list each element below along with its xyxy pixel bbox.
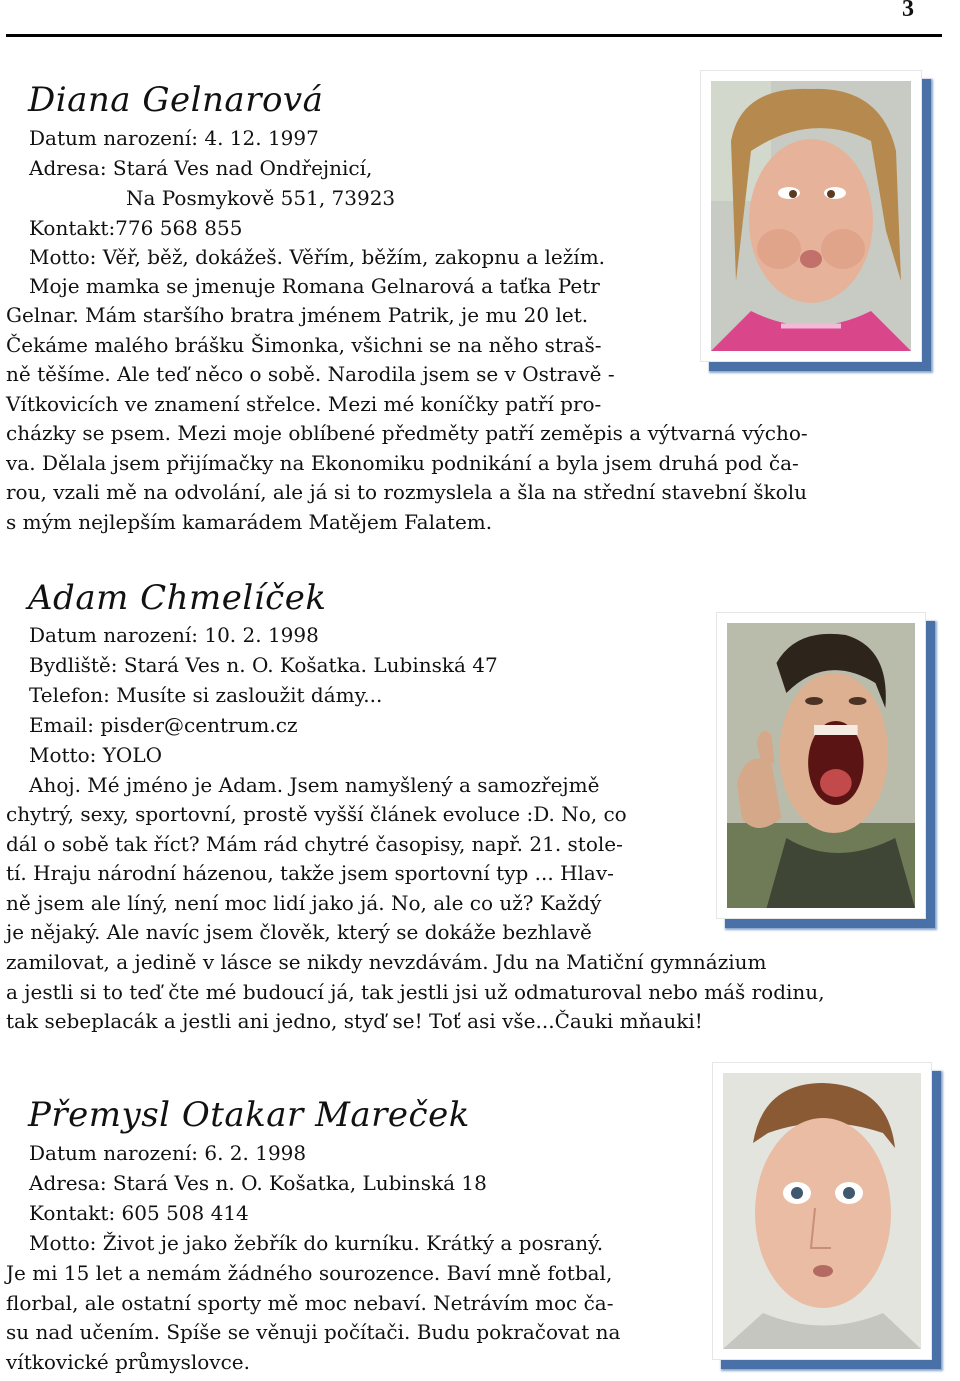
profile-name: Přemysl Otakar Mareček	[28, 1095, 470, 1135]
info-line: Datum narození: 10. 2. 1998	[29, 623, 319, 647]
portrait-image	[711, 81, 911, 351]
bio-paragraph-wide	[6, 948, 941, 1037]
bio-line: tí. Hraju národní házenou, takže jsem sportovní typ ... Hlav-	[6, 861, 614, 886]
bio-line: rou, vzali mě na odvolání, ale já si to rozmyslela a šla na střední stavební školu	[6, 480, 807, 505]
bio-line: cházky se psem. Mezi moje oblíbené předměty patří zeměpis a výtvarná výcho-	[6, 421, 808, 445]
bio-line: Gelnar. Mám staršího bratra jménem Patrik, je mu 20 let.	[6, 303, 589, 327]
bio-line: ně těšíme. Ale teď něco o sobě. Narodila jsem se v Ostravě -	[6, 362, 615, 387]
bio-line: Čekáme malého brášku Šimonka, všichni se na něho straš-	[6, 332, 602, 357]
info-line: Moje mamka se jmenuje Romana Gelnarová a taťka Petr	[29, 274, 600, 298]
info-line: Adresa: Stará Ves nad Ondřejnicí,	[29, 156, 373, 180]
bio-paragraph	[6, 1259, 716, 1377]
profile-photo-frame	[712, 1062, 932, 1360]
bio-line: zamilovat, a jedině v lásce se nikdy nevzdávám. Jdu na Matiční gymnázium	[6, 950, 767, 974]
bio-paragraph	[6, 301, 706, 419]
portrait-image	[727, 623, 915, 908]
info-line: Na Posmykově 551, 73923	[126, 186, 396, 210]
info-line: Motto: YOLO	[29, 743, 163, 767]
info-line: Bydliště: Stará Ves n. O. Košatka. Lubinská 47	[29, 653, 498, 677]
info-line: Kontakt: 605 508 414	[29, 1201, 249, 1225]
bio-line: je nějaký. Ale navíc jsem člověk, který se dokáže bezhlavě	[6, 920, 592, 945]
bio-line: su nad učením. Spíše se věnuji počítači. Budu pokračovat na	[6, 1320, 621, 1345]
profile-photo	[711, 81, 911, 351]
bio-line: dál o sobě tak říct? Mám rád chytré časopisy, např. 21. stole-	[6, 831, 623, 856]
bio-line: chytrý, sexy, sportovní, prostě vyšší článek evoluce :D. No, co	[6, 802, 627, 826]
bio-line: vítkovické průmyslovce.	[6, 1349, 251, 1374]
page-number: 3	[902, 0, 914, 22]
profile-name: Adam Chmelíček	[28, 578, 327, 618]
profile-name: Diana Gelnarová	[28, 80, 324, 120]
info-line: Datum narození: 4. 12. 1997	[29, 126, 319, 150]
bio-line: va. Dělala jsem přijímačky na Ekonomiku podnikání a byla jsem druhá pod ča-	[6, 450, 799, 475]
info-line: Telefon: Musíte si zasloužit dámy...	[29, 683, 383, 707]
profile-photo-frame	[716, 612, 926, 919]
info-line: Adresa: Stará Ves n. O. Košatka, Lubinská 18	[29, 1171, 487, 1195]
profile-photo	[723, 1073, 921, 1349]
profile-photo	[727, 623, 915, 908]
info-line: Datum narození: 6. 2. 1998	[29, 1141, 307, 1165]
bio-line: tak sebeplacák a jestli ani jedno, styď se! Toť asi vše...Čauki mňauki!	[6, 1009, 703, 1034]
bio-line: Je mi 15 let a nemám žádného sourozence. Baví mně fotbal,	[6, 1261, 613, 1285]
bio-line: a jestli si to teď čte mé budoucí já, tak jestli jsi už odmaturoval nebo máš rodinu,	[6, 979, 825, 1004]
header-rule	[6, 34, 942, 37]
profile-photo-frame	[700, 70, 922, 362]
bio-line: florbal, ale ostatní sporty mě moc nebaví. Netrávím moc ča-	[6, 1290, 614, 1315]
info-line: Ahoj. Mé jméno je Adam. Jsem namyšlený a samozřejmě	[29, 773, 600, 797]
bio-line: s mým nejlepším kamarádem Matějem Falatem.	[6, 509, 493, 534]
bio-paragraph	[6, 800, 716, 948]
bio-paragraph-wide	[6, 419, 941, 537]
info-line: Motto: Věř, běž, dokážeš. Věřím, běžím, zakopnu a ležím.	[29, 245, 606, 269]
bio-line: Vítkovicích ve znamení střelce. Mezi mé koníčky patří pro-	[6, 391, 602, 416]
portrait-image	[723, 1073, 921, 1349]
info-line: Email: pisder@centrum.cz	[29, 713, 298, 737]
info-line: Motto: Život je jako žebřík do kurníku. Krátký a posraný.	[29, 1231, 604, 1255]
bio-line: ně jsem ale líný, není moc lidí jako já. No, ale co už? Každý	[6, 890, 602, 915]
info-line: Kontakt:776 568 855	[29, 216, 243, 240]
